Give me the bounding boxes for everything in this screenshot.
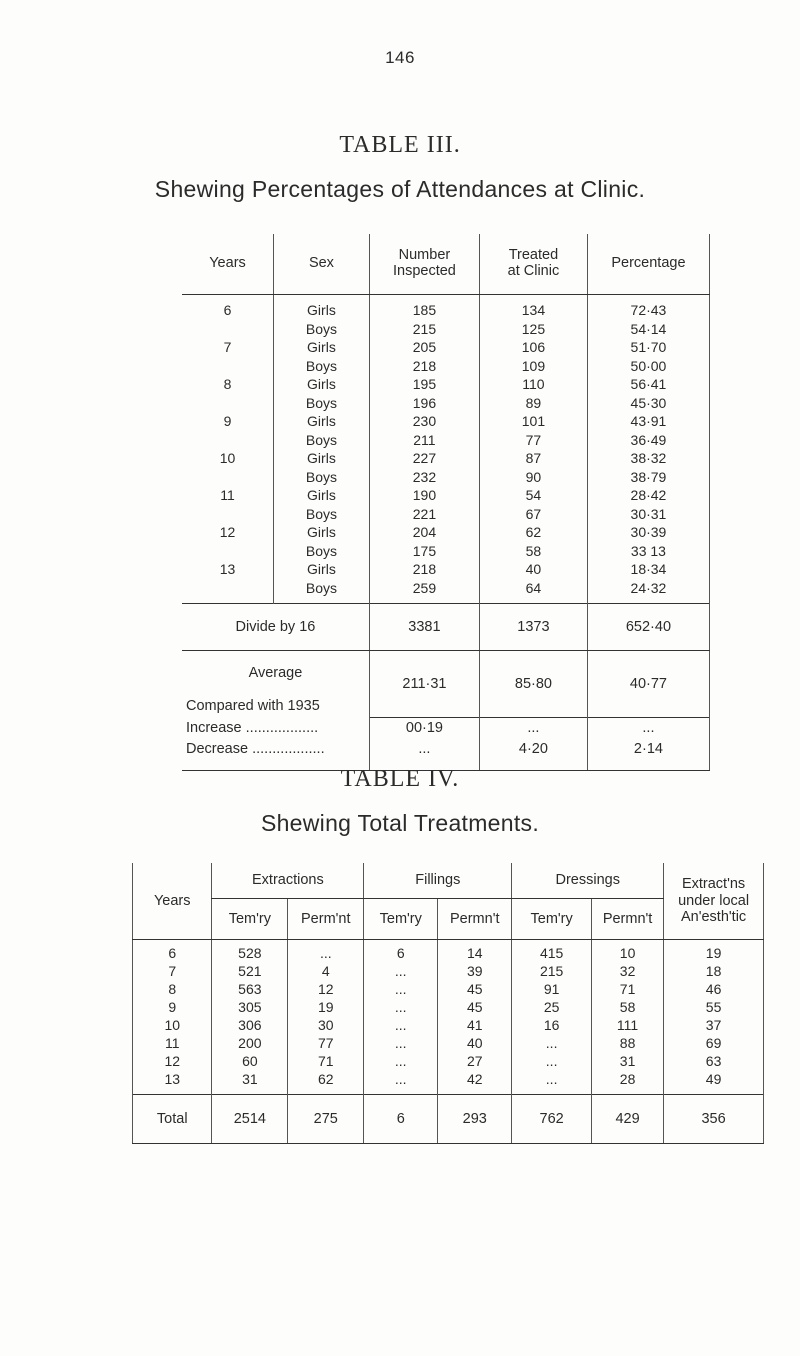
cell-fillings-permanent: 41 bbox=[438, 1016, 512, 1034]
table-row bbox=[182, 523, 710, 542]
cell-year: 9 bbox=[133, 998, 212, 1016]
cell-sex: Boys bbox=[274, 468, 370, 487]
cell-sex: Girls bbox=[274, 560, 370, 579]
decrease-treated: 4·20 bbox=[479, 740, 587, 771]
cell-extractions-permanent: 4 bbox=[288, 962, 364, 980]
cell-fillings-permanent: 39 bbox=[438, 962, 512, 980]
increase-inspected: 00·19 bbox=[369, 717, 479, 740]
cell-inspected: 221 bbox=[369, 505, 479, 524]
cell-extractions-permanent: 12 bbox=[288, 980, 364, 998]
divide-treated: 1373 bbox=[479, 604, 587, 651]
average-percentage: 40·77 bbox=[587, 651, 709, 718]
cell-extractions-local: 63 bbox=[664, 1052, 764, 1070]
cell-sex: Girls bbox=[274, 523, 370, 542]
cell-year: 12 bbox=[219, 524, 236, 540]
cell-fillings-permanent: 27 bbox=[438, 1052, 512, 1070]
cell-fillings-permanent: 40 bbox=[438, 1034, 512, 1052]
table-row bbox=[182, 338, 710, 357]
cell-dressings-permanent: 32 bbox=[591, 962, 663, 980]
header-years: Years bbox=[182, 234, 274, 295]
cell-year bbox=[182, 357, 274, 376]
table-row bbox=[182, 431, 710, 450]
cell-extractions-temporary: 306 bbox=[212, 1016, 288, 1034]
subheader-fillings-temporary: Tem'ry bbox=[364, 899, 438, 940]
cell-fillings-permanent: 45 bbox=[438, 980, 512, 998]
cell-extractions-permanent: ... bbox=[288, 940, 364, 963]
table-row bbox=[182, 542, 710, 561]
table-row bbox=[133, 980, 764, 998]
cell-dressings-temporary: ... bbox=[512, 1052, 592, 1070]
cell-dressings-permanent: 28 bbox=[591, 1070, 663, 1095]
cell-treated: 89 bbox=[479, 394, 587, 413]
cell-dressings-permanent: 111 bbox=[591, 1016, 663, 1034]
divide-label: Divide by 16 bbox=[182, 604, 369, 651]
cell-extractions-local: 55 bbox=[664, 998, 764, 1016]
cell-sex: Boys bbox=[274, 542, 370, 561]
header-dressings: Dressings bbox=[512, 863, 664, 899]
cell-extractions-temporary: 31 bbox=[212, 1070, 288, 1095]
cell-sex: Girls bbox=[274, 338, 370, 357]
cell-dressings-permanent: 88 bbox=[591, 1034, 663, 1052]
cell-extractions-local: 69 bbox=[664, 1034, 764, 1052]
table-iv bbox=[132, 863, 764, 1144]
cell-fillings-temporary: ... bbox=[364, 980, 438, 998]
table-row bbox=[182, 394, 710, 413]
cell-year: 6 bbox=[133, 940, 212, 963]
cell-extractions-permanent: 30 bbox=[288, 1016, 364, 1034]
cell-percentage: 30·39 bbox=[587, 523, 709, 542]
header-extractions-local: Extract'ns under local An'esth'tic bbox=[664, 863, 764, 940]
divide-percentage: 652·40 bbox=[587, 604, 709, 651]
cell-year: 7 bbox=[223, 339, 232, 355]
cell-treated: 77 bbox=[479, 431, 587, 450]
cell-extractions-temporary: 521 bbox=[212, 962, 288, 980]
average-row bbox=[182, 651, 710, 696]
subheader-dressings-permanent: Permn't bbox=[591, 899, 663, 940]
cell-percentage: 24·32 bbox=[587, 579, 709, 604]
cell-inspected: 218 bbox=[369, 560, 479, 579]
cell-treated: 125 bbox=[479, 320, 587, 339]
cell-percentage: 38·32 bbox=[587, 449, 709, 468]
table-row bbox=[133, 998, 764, 1016]
cell-percentage: 36·49 bbox=[587, 431, 709, 450]
cell-dressings-permanent: 10 bbox=[591, 940, 663, 963]
cell-dressings-temporary: 415 bbox=[512, 940, 592, 963]
cell-year bbox=[182, 320, 274, 339]
cell-extractions-permanent: 62 bbox=[288, 1070, 364, 1095]
table-row bbox=[182, 505, 710, 524]
total-row bbox=[133, 1095, 764, 1144]
cell-year: 13 bbox=[219, 561, 236, 577]
cell-year: 8 bbox=[133, 980, 212, 998]
cell-fillings-permanent: 45 bbox=[438, 998, 512, 1016]
compared-label: Compared with 1935 bbox=[186, 697, 320, 714]
cell-treated: 62 bbox=[479, 523, 587, 542]
cell-dressings-permanent: 58 bbox=[591, 998, 663, 1016]
cell-extractions-temporary: 60 bbox=[212, 1052, 288, 1070]
cell-inspected: 215 bbox=[369, 320, 479, 339]
table-iv-title: TABLE IV. bbox=[340, 766, 460, 792]
cell-year: 11 bbox=[220, 487, 235, 503]
cell-fillings-temporary: ... bbox=[364, 1070, 438, 1095]
cell-percentage: 72·43 bbox=[587, 295, 709, 320]
cell-treated: 54 bbox=[479, 486, 587, 505]
cell-inspected: 196 bbox=[369, 394, 479, 413]
cell-dressings-temporary: ... bbox=[512, 1034, 592, 1052]
total-dressings-permanent: 429 bbox=[591, 1095, 663, 1144]
cell-treated: 134 bbox=[479, 295, 587, 320]
cell-year bbox=[182, 542, 274, 561]
cell-inspected: 211 bbox=[369, 431, 479, 450]
cell-inspected: 204 bbox=[369, 523, 479, 542]
cell-extractions-permanent: 19 bbox=[288, 998, 364, 1016]
decrease-percentage: 2·14 bbox=[587, 740, 709, 771]
cell-percentage: 54·14 bbox=[587, 320, 709, 339]
table-row bbox=[182, 486, 710, 505]
cell-sex: Girls bbox=[274, 412, 370, 431]
cell-inspected: 195 bbox=[369, 375, 479, 394]
cell-percentage: 45·30 bbox=[587, 394, 709, 413]
cell-sex: Girls bbox=[274, 375, 370, 394]
cell-percentage: 43·91 bbox=[587, 412, 709, 431]
cell-treated: 87 bbox=[479, 449, 587, 468]
cell-treated: 40 bbox=[479, 560, 587, 579]
header-percentage: Percentage bbox=[587, 234, 709, 295]
cell-year: 10 bbox=[133, 1016, 212, 1034]
cell-sex: Girls bbox=[274, 449, 370, 468]
cell-fillings-temporary: ... bbox=[364, 1034, 438, 1052]
decrease-label: Decrease .................. bbox=[182, 740, 369, 771]
cell-treated: 58 bbox=[479, 542, 587, 561]
table-row bbox=[182, 560, 710, 579]
table-iii-title: TABLE III. bbox=[339, 132, 461, 158]
cell-inspected: 205 bbox=[369, 338, 479, 357]
cell-inspected: 175 bbox=[369, 542, 479, 561]
table-row bbox=[133, 940, 764, 963]
cell-year: 7 bbox=[133, 962, 212, 980]
table-row bbox=[182, 412, 710, 431]
table-iv-subtitle: Shewing Total Treatments. bbox=[260, 810, 540, 836]
cell-sex: Boys bbox=[274, 505, 370, 524]
total-label: Total bbox=[133, 1095, 212, 1144]
total-dressings-temporary: 762 bbox=[512, 1095, 592, 1144]
total-extractions-permanent: 275 bbox=[288, 1095, 364, 1144]
cell-treated: 90 bbox=[479, 468, 587, 487]
cell-extractions-local: 37 bbox=[664, 1016, 764, 1034]
cell-extractions-local: 46 bbox=[664, 980, 764, 998]
table-row bbox=[182, 295, 710, 320]
cell-percentage: 18·34 bbox=[587, 560, 709, 579]
cell-inspected: 185 bbox=[369, 295, 479, 320]
average-inspected: 211·31 bbox=[369, 651, 479, 718]
average-label: Average bbox=[248, 664, 303, 681]
cell-dressings-temporary: 91 bbox=[512, 980, 592, 998]
cell-treated: 106 bbox=[479, 338, 587, 357]
cell-dressings-temporary: ... bbox=[512, 1070, 592, 1095]
cell-sex: Girls bbox=[274, 295, 370, 320]
header-years: Years bbox=[133, 863, 212, 940]
cell-fillings-temporary: ... bbox=[364, 998, 438, 1016]
subheader-extractions-permanent: Perm'nt bbox=[288, 899, 364, 940]
table-row bbox=[182, 357, 710, 376]
table-iii bbox=[182, 234, 710, 771]
average-treated: 85·80 bbox=[479, 651, 587, 718]
cell-extractions-temporary: 305 bbox=[212, 998, 288, 1016]
cell-extractions-local: 18 bbox=[664, 962, 764, 980]
cell-percentage: 33 13 bbox=[587, 542, 709, 561]
subheader-fillings-permanent: Permn't bbox=[438, 899, 512, 940]
increase-treated: ... bbox=[479, 717, 587, 740]
table-row bbox=[133, 962, 764, 980]
cell-fillings-temporary: ... bbox=[364, 962, 438, 980]
page-number: 146 bbox=[385, 48, 415, 67]
divide-inspected: 3381 bbox=[369, 604, 479, 651]
cell-dressings-temporary: 215 bbox=[512, 962, 592, 980]
cell-treated: 101 bbox=[479, 412, 587, 431]
header-extractions: Extractions bbox=[212, 863, 364, 899]
cell-extractions-local: 19 bbox=[664, 940, 764, 963]
cell-inspected: 218 bbox=[369, 357, 479, 376]
header-sex: Sex bbox=[274, 234, 370, 295]
cell-year bbox=[182, 505, 274, 524]
cell-extractions-local: 49 bbox=[664, 1070, 764, 1095]
table-row bbox=[182, 449, 710, 468]
cell-year: 10 bbox=[219, 450, 236, 466]
table-row bbox=[182, 468, 710, 487]
total-fillings-temporary: 6 bbox=[364, 1095, 438, 1144]
cell-extractions-temporary: 200 bbox=[212, 1034, 288, 1052]
cell-year bbox=[182, 431, 274, 450]
cell-sex: Boys bbox=[274, 320, 370, 339]
cell-fillings-permanent: 14 bbox=[438, 940, 512, 963]
cell-percentage: 56·41 bbox=[587, 375, 709, 394]
table-row bbox=[133, 1016, 764, 1034]
cell-year: 11 bbox=[133, 1034, 212, 1052]
header-fillings: Fillings bbox=[364, 863, 512, 899]
cell-sex: Boys bbox=[274, 357, 370, 376]
cell-percentage: 38·79 bbox=[587, 468, 709, 487]
total-fillings-permanent: 293 bbox=[438, 1095, 512, 1144]
cell-fillings-permanent: 42 bbox=[438, 1070, 512, 1095]
cell-extractions-temporary: 528 bbox=[212, 940, 288, 963]
cell-extractions-permanent: 71 bbox=[288, 1052, 364, 1070]
table-row bbox=[182, 320, 710, 339]
cell-fillings-temporary: 6 bbox=[364, 940, 438, 963]
cell-year: 8 bbox=[223, 376, 232, 392]
cell-extractions-temporary: 563 bbox=[212, 980, 288, 998]
table-row bbox=[182, 579, 710, 604]
cell-year: 13 bbox=[133, 1070, 212, 1095]
cell-dressings-temporary: 25 bbox=[512, 998, 592, 1016]
table-row bbox=[133, 1052, 764, 1070]
cell-year bbox=[182, 394, 274, 413]
cell-fillings-temporary: ... bbox=[364, 1052, 438, 1070]
cell-year: 12 bbox=[133, 1052, 212, 1070]
cell-treated: 110 bbox=[479, 375, 587, 394]
increase-percentage: ... bbox=[587, 717, 709, 740]
cell-sex: Boys bbox=[274, 431, 370, 450]
cell-year bbox=[182, 579, 274, 604]
cell-treated: 64 bbox=[479, 579, 587, 604]
table-row bbox=[133, 1034, 764, 1052]
decrease-inspected: ... bbox=[369, 740, 479, 771]
header-number-inspected: Number Inspected bbox=[369, 234, 479, 295]
cell-percentage: 51·70 bbox=[587, 338, 709, 357]
cell-treated: 67 bbox=[479, 505, 587, 524]
cell-percentage: 50·00 bbox=[587, 357, 709, 376]
cell-year bbox=[182, 468, 274, 487]
cell-inspected: 259 bbox=[369, 579, 479, 604]
cell-dressings-temporary: 16 bbox=[512, 1016, 592, 1034]
cell-percentage: 30·31 bbox=[587, 505, 709, 524]
cell-sex: Boys bbox=[274, 579, 370, 604]
table-row bbox=[182, 375, 710, 394]
subheader-dressings-temporary: Tem'ry bbox=[512, 899, 592, 940]
subheader-extractions-temporary: Tem'ry bbox=[212, 899, 288, 940]
table-row bbox=[133, 1070, 764, 1095]
increase-label: Increase .................. bbox=[186, 720, 319, 736]
cell-sex: Girls bbox=[274, 486, 370, 505]
total-extractions-temporary: 2514 bbox=[212, 1095, 288, 1144]
header-treated-at-clinic: Treated at Clinic bbox=[479, 234, 587, 295]
cell-inspected: 230 bbox=[369, 412, 479, 431]
cell-inspected: 227 bbox=[369, 449, 479, 468]
cell-dressings-permanent: 31 bbox=[591, 1052, 663, 1070]
divide-row bbox=[182, 604, 710, 651]
increase-row bbox=[182, 717, 710, 740]
cell-percentage: 28·42 bbox=[587, 486, 709, 505]
table-iii-subtitle: Shewing Percentages of Attendances at Clinic. bbox=[154, 176, 646, 202]
cell-year: 6 bbox=[223, 302, 232, 318]
cell-year: 9 bbox=[223, 413, 232, 429]
cell-sex: Boys bbox=[274, 394, 370, 413]
total-extractions-local: 356 bbox=[664, 1095, 764, 1144]
cell-inspected: 190 bbox=[369, 486, 479, 505]
cell-extractions-permanent: 77 bbox=[288, 1034, 364, 1052]
cell-dressings-permanent: 71 bbox=[591, 980, 663, 998]
cell-treated: 109 bbox=[479, 357, 587, 376]
cell-fillings-temporary: ... bbox=[364, 1016, 438, 1034]
cell-inspected: 232 bbox=[369, 468, 479, 487]
